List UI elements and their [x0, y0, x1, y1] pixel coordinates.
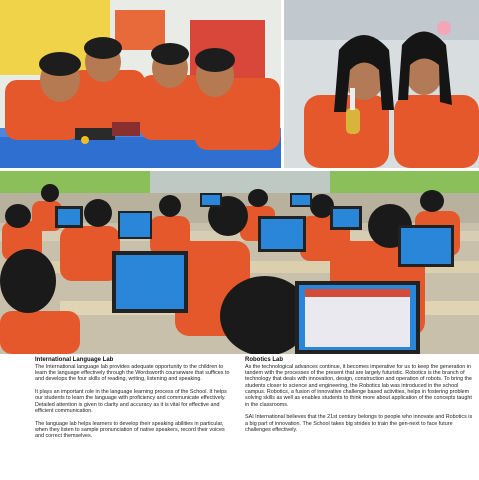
science-experiment-illustration — [284, 0, 479, 168]
language-lab-section — [35, 357, 233, 446]
robotics-lab-paragraph: SAI International believes that the 21st century belongs to people who innovate and Robotics is a big part of innovation. The School takes big strides to train the gen-next to face future challenges effectively. — [245, 414, 473, 433]
science-experiment-photo — [284, 0, 479, 168]
language-lab-paragraph: The International language lab provides adequate opportunity to the children to learn the language effectively through the Wordsworth courseware that suffices to and develops the four skills of reading, writing, listening and speaking. — [35, 363, 230, 383]
language-lab-illustration — [0, 171, 479, 354]
language-lab-photo — [0, 171, 479, 354]
language-lab-heading: International Language Lab — [35, 357, 114, 363]
robotics-students-illustration — [0, 0, 281, 168]
language-lab-paragraph: It plays an important role in the language learning process of the School. It helps our students to learn the language with proficiency and communicate effectively. Detailed attention is given to clarity and accuracy as it is vital for effective and efficient communication. — [35, 389, 227, 414]
robotics-lab-heading: Robotics Lab — [245, 357, 284, 363]
robotics-lab-paragraph: As the technological advances continue, it becomes imperative for us to keep the generation in tandem with the processes of the present that are largely futuristic. Robotics is the branch of technology that deals with innovation, design, construction and operation of robots. To bring the students closer to science and engineering, the Robotics lab was introduced in the school campus. Robotics, a fusion of innovative challenge based activities, helps in fostering problem solving skills as well as enables students to think more about application of the concepts taught in the classrooms. — [245, 363, 473, 408]
robotics-students-photo — [0, 0, 281, 168]
robotics-lab-section — [245, 357, 473, 439]
language-lab-paragraph: The language lab helps learners to develop their speaking abilities in particular, when they listen to sample pronunciation of native speakers, record their voices and correct themselves. — [35, 420, 225, 440]
